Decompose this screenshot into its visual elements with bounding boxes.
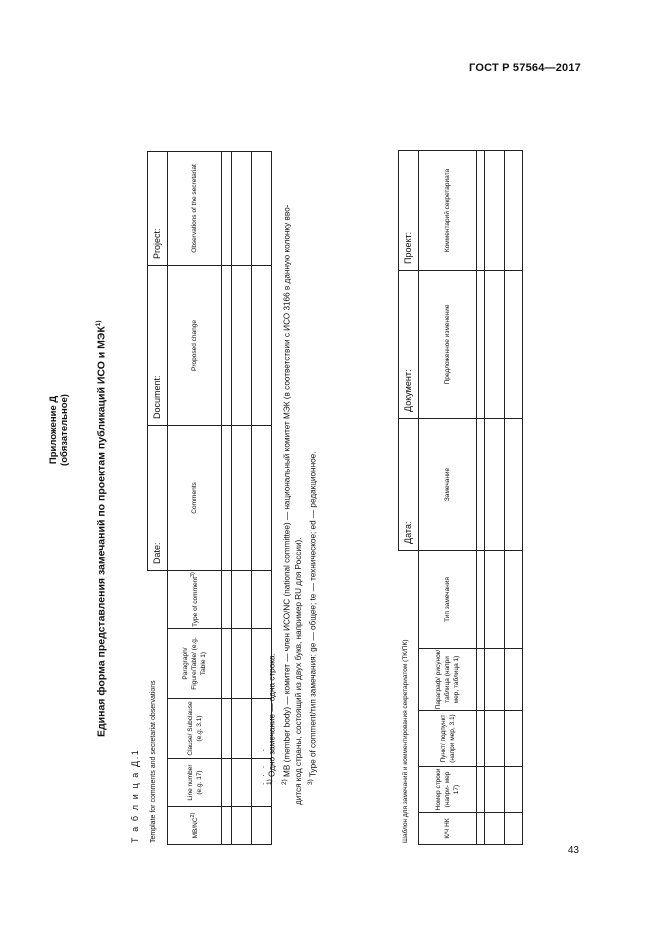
footnote-3: $^{3)}$ Type of comment/тип замечания: ge — общее; te — техническое; ed — редакционное. <box>307 451 318 785</box>
rotated-content <box>0 45 540 845</box>
header-row <box>168 151 222 844</box>
footnote-2-continued: дится код страны, состоящий из двух букв, например RU для России). <box>294 537 303 805</box>
col-line-number-ru: Номер строки (напри- мер 17) <box>419 767 477 813</box>
table-row <box>477 150 485 844</box>
col-comments: Comments <box>168 425 222 570</box>
appendix-heading <box>48 370 70 490</box>
document-field-ru: Документ: <box>399 270 419 418</box>
col-type-ru: Тип замечания <box>419 550 477 648</box>
russian-comments-table <box>398 150 523 845</box>
col-mb-nc: MB/NC$^{2)}$ <box>168 807 222 845</box>
table-label: Т а б л и ц а Д.1 <box>130 748 140 843</box>
table-row <box>222 151 232 844</box>
col-proposed-change: Proposed change <box>168 265 222 425</box>
col-type: Type of comment$^{3)}$ <box>168 570 222 628</box>
form-title: Единая форма представления замечаний по проектам публикаций ИСО и МЭК$^{1)}$ <box>95 320 108 737</box>
table-row <box>505 150 523 844</box>
table-row <box>232 151 252 844</box>
document-field: Document: <box>148 265 168 425</box>
col-comments-ru: Замечание <box>419 418 477 550</box>
table-row <box>485 150 505 844</box>
col-paragraph-ru: Параграф/ рисунок/ таблица (напри мер, таблица 1) <box>419 649 477 711</box>
col-clause: Clause/ Subclause (e.g. 3.1) <box>168 699 222 759</box>
footnote-2: $^{2)}$ MB (member body) — комитет — член ИСО/NC (national committee) — национальный комитет МЭК (в соответствии с ИСО 3166 в данную колонку вво- <box>281 204 292 785</box>
col-clause-ru: Пункт/ подпункт (напри мер, 3.1) <box>419 711 477 767</box>
col-observations-ru: Комментарий секретариата <box>419 150 477 270</box>
russian-table-caption: Шаблон для замечаний и комментирования секретариатом (ТК/ПК) <box>402 639 409 843</box>
appendix-status: (обязательное) <box>59 394 70 466</box>
col-line-number: Line number (e.g. 17) <box>168 759 222 807</box>
appendix-title: Приложение Д <box>48 395 59 465</box>
header-row-ru <box>419 150 477 844</box>
date-field-ru: Дата: <box>399 418 419 550</box>
standard-header: ГОСТ Р 57564—2017 <box>469 62 581 74</box>
date-field: Date: <box>148 425 168 570</box>
col-proposed-change-ru: Предложенное изменение <box>419 270 477 418</box>
col-paragraph: Paragraph/ Figure/Table/ (e.g. Table 1) <box>168 629 222 699</box>
footnote-1: $^{1)}$ Одно замечание — одна строка. <box>266 653 277 785</box>
english-comments-table <box>147 151 272 845</box>
project-field-ru: Проект: <box>399 150 419 270</box>
separator-dots: . . . . . <box>257 746 266 785</box>
project-field: Project: <box>148 151 168 265</box>
english-table-caption: Template for comments and secretariat observations <box>150 680 157 843</box>
col-kch-nk: К/Ч НК <box>419 813 477 845</box>
page-number: 43 <box>567 845 579 856</box>
col-observations: Observations of the secretariat <box>168 151 222 265</box>
